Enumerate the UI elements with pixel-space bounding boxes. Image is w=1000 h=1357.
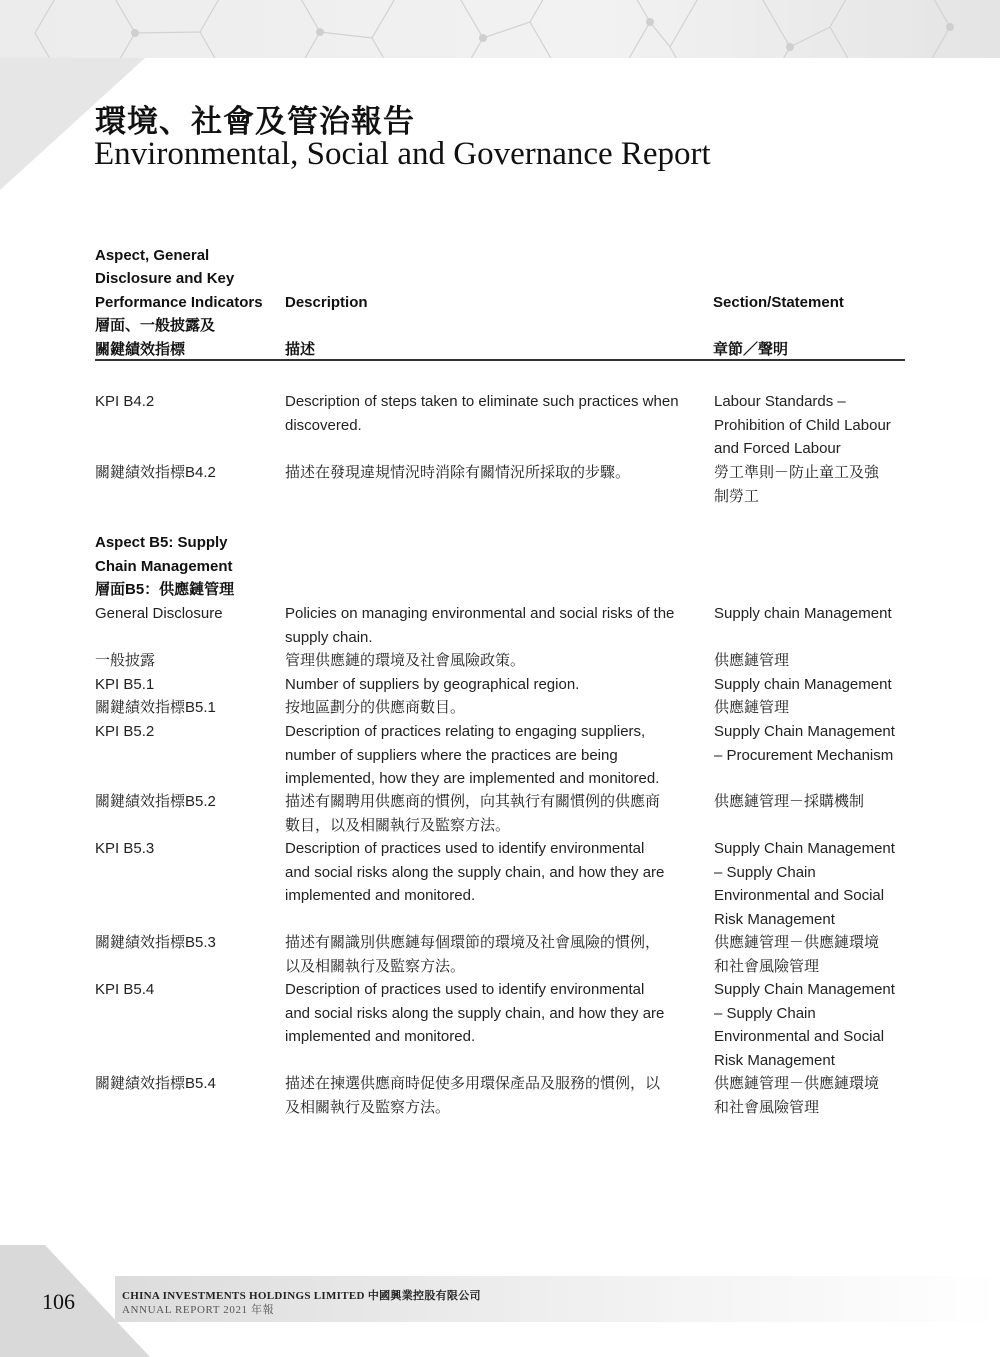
section-text: Risk Management [714, 1051, 835, 1069]
description-text: 數目，以及相關執行及監察方法。 [285, 816, 511, 834]
table-row-indicator [95, 1072, 283, 1096]
description-text: Description of practices used to identify environmental [285, 981, 645, 998]
table-header [95, 244, 905, 360]
description-text: implemented and monitored. [285, 887, 476, 904]
column-header-description [285, 291, 685, 361]
table-row-section [714, 1072, 914, 1119]
column-header-aspect-line: 層面、一般披露及 [95, 317, 216, 335]
column-header-aspect-line: Aspect, General [95, 247, 210, 264]
column-header-aspect [95, 244, 285, 361]
table-row-description [285, 649, 703, 673]
table-row-indicator [95, 602, 283, 626]
section-text: 供應鏈管理－供應鏈環境 [714, 1075, 880, 1092]
table-row-section [714, 602, 914, 626]
table-row-description [285, 978, 703, 1049]
column-header-aspect-line: 關鍵績效指標 [95, 340, 186, 358]
table-row-section [714, 461, 914, 508]
section-text: Environmental and Social [714, 1028, 885, 1045]
description-text: and social risks along the supply chain, and how they are [285, 863, 665, 881]
section-text: Labour Standards – [714, 393, 846, 410]
description-text: 描述在發現違規情況時消除有關情況所採取的步驟。 [285, 464, 631, 481]
description-text: 及相關執行及監察方法。 [285, 1098, 451, 1116]
footer-company-name: CHINA INVESTMENTS HOLDINGS LIMITED 中國興業控股有限公司 [122, 1290, 481, 1302]
description-text: supply chain. [285, 628, 373, 646]
page-number: 106 [42, 1289, 75, 1314]
table-row-section [714, 978, 914, 1072]
section-text: Prohibition of Child Labour [714, 416, 891, 434]
table-row-indicator [95, 978, 283, 1002]
table-row-section [714, 673, 914, 697]
indicator-text: KPI B4.2 [95, 393, 155, 410]
table-row-description [285, 696, 703, 720]
table-row-section [714, 696, 914, 720]
column-header-aspect-line: Performance Indicators [95, 293, 263, 311]
indicator-text: KPI B5.3 [95, 840, 155, 857]
table-row-section [714, 837, 914, 931]
table-row-description [285, 1072, 703, 1119]
section-text: 供應鏈管理－採購機制 [714, 793, 865, 810]
column-header-aspect-line: Disclosure and Key [95, 270, 235, 288]
table-row-description [285, 790, 703, 837]
section-text: and Forced Labour [714, 440, 841, 457]
table-row-indicator [95, 931, 283, 955]
header-divider [95, 359, 905, 361]
description-text: discovered. [285, 416, 362, 434]
description-text: implemented and monitored. [285, 1028, 476, 1045]
table-row-section [714, 649, 914, 673]
table-row-description [285, 390, 703, 437]
section-text: Supply chain Management [714, 676, 892, 693]
description-text: 按地區劃分的供應商數目。 [285, 699, 466, 716]
table-row-indicator [95, 649, 283, 673]
description-text: 描述有關識別供應鏈每個環節的環境及社會風險的慣例， [285, 934, 661, 951]
section-text: Risk Management [714, 910, 835, 928]
column-header-description-line: 描述 [285, 340, 316, 358]
table-row-section [714, 720, 914, 767]
table-row-indicator [95, 673, 283, 697]
section-text: 供應鏈管理 [714, 652, 790, 669]
indicator-text: General Disclosure [95, 605, 223, 622]
section-text: Supply chain Management [714, 605, 892, 622]
description-text: 管理供應鏈的環境及社會風險政策。 [285, 652, 526, 669]
column-header-section-line: 章節／聲明 [713, 340, 789, 358]
section-text: 和社會風險管理 [714, 1098, 820, 1116]
indicator-text: 關鍵績效指標B5.3 [95, 934, 216, 951]
table-row-description [285, 720, 703, 791]
section-text: Supply Chain Management [714, 723, 895, 740]
description-text: and social risks along the supply chain, and how they are [285, 1004, 665, 1022]
section-text: Supply Chain Management [714, 981, 895, 998]
table-row-description [285, 461, 703, 485]
table-row-indicator [95, 461, 283, 485]
column-header-description-line: Description [285, 293, 368, 311]
indicator-text: 關鍵績效指標B4.2 [95, 464, 216, 481]
table-row-indicator [95, 720, 283, 744]
section-text: 勞工準則－防止童工及強 [714, 464, 880, 481]
table-row-indicator [95, 390, 283, 414]
table-row-section [714, 790, 914, 814]
section-text: – Supply Chain [714, 863, 816, 881]
indicator-text: 關鍵績效指標B5.1 [95, 699, 216, 716]
description-text: number of suppliers where the practices are being [285, 746, 618, 764]
page-title-english: Environmental, Social and Governance Report [94, 136, 711, 172]
description-text: Description of practices used to identify environmental [285, 840, 645, 857]
table-row-indicator [95, 837, 283, 861]
table-row-section [714, 931, 914, 978]
description-text: Description of steps taken to eliminate such practices when [285, 393, 679, 410]
section-text: – Supply Chain [714, 1004, 816, 1022]
section-text: 和社會風險管理 [714, 957, 820, 975]
footer-report-title: ANNUAL REPORT 2021 年報 [122, 1304, 275, 1316]
aspect-heading-line: Chain Management [95, 557, 233, 575]
description-text: 描述有關聘用供應商的慣例，向其執行有關慣例的供應商 [285, 793, 661, 810]
table-row-description [285, 837, 703, 908]
section-text: 供應鏈管理 [714, 699, 790, 716]
description-text: 以及相關執行及監察方法。 [285, 957, 466, 975]
description-text: 描述在揀選供應商時促使多用環保產品及服務的慣例，以 [285, 1075, 661, 1092]
section-text: – Procurement Mechanism [714, 746, 894, 764]
aspect-heading [95, 531, 283, 602]
table-row-description [285, 673, 703, 697]
section-text: 制勞工 [714, 487, 760, 505]
indicator-text: KPI B5.2 [95, 723, 155, 740]
section-text: 供應鏈管理－供應鏈環境 [714, 934, 880, 951]
table-row-description [285, 602, 703, 649]
table-row-description [285, 931, 703, 978]
description-text: Number of suppliers by geographical region. [285, 676, 580, 693]
section-text: Supply Chain Management [714, 840, 895, 857]
indicator-text: 一般披露 [95, 652, 156, 669]
indicator-text: 關鍵績效指標B5.2 [95, 793, 216, 810]
description-text: Description of practices relating to engaging suppliers, [285, 723, 646, 740]
section-text: Environmental and Social [714, 887, 885, 904]
description-text: implemented, how they are implemented and monitored. [285, 770, 660, 787]
indicator-text: KPI B5.4 [95, 981, 155, 998]
aspect-heading-line: 層面B5：供應鏈管理 [95, 581, 235, 598]
indicator-text: 關鍵績效指標B5.4 [95, 1075, 216, 1092]
table-row-indicator [95, 790, 283, 814]
column-header-section-line: Section/Statement [713, 293, 844, 311]
table-row-section [714, 390, 914, 461]
indicator-text: KPI B5.1 [95, 676, 155, 693]
table-row-indicator [95, 696, 283, 720]
description-text: Policies on managing environmental and social risks of the [285, 605, 675, 622]
page-title-chinese: 環境、社會及管治報告 [95, 104, 415, 140]
aspect-heading-line: Aspect B5: Supply [95, 534, 228, 551]
column-header-section [713, 291, 913, 361]
